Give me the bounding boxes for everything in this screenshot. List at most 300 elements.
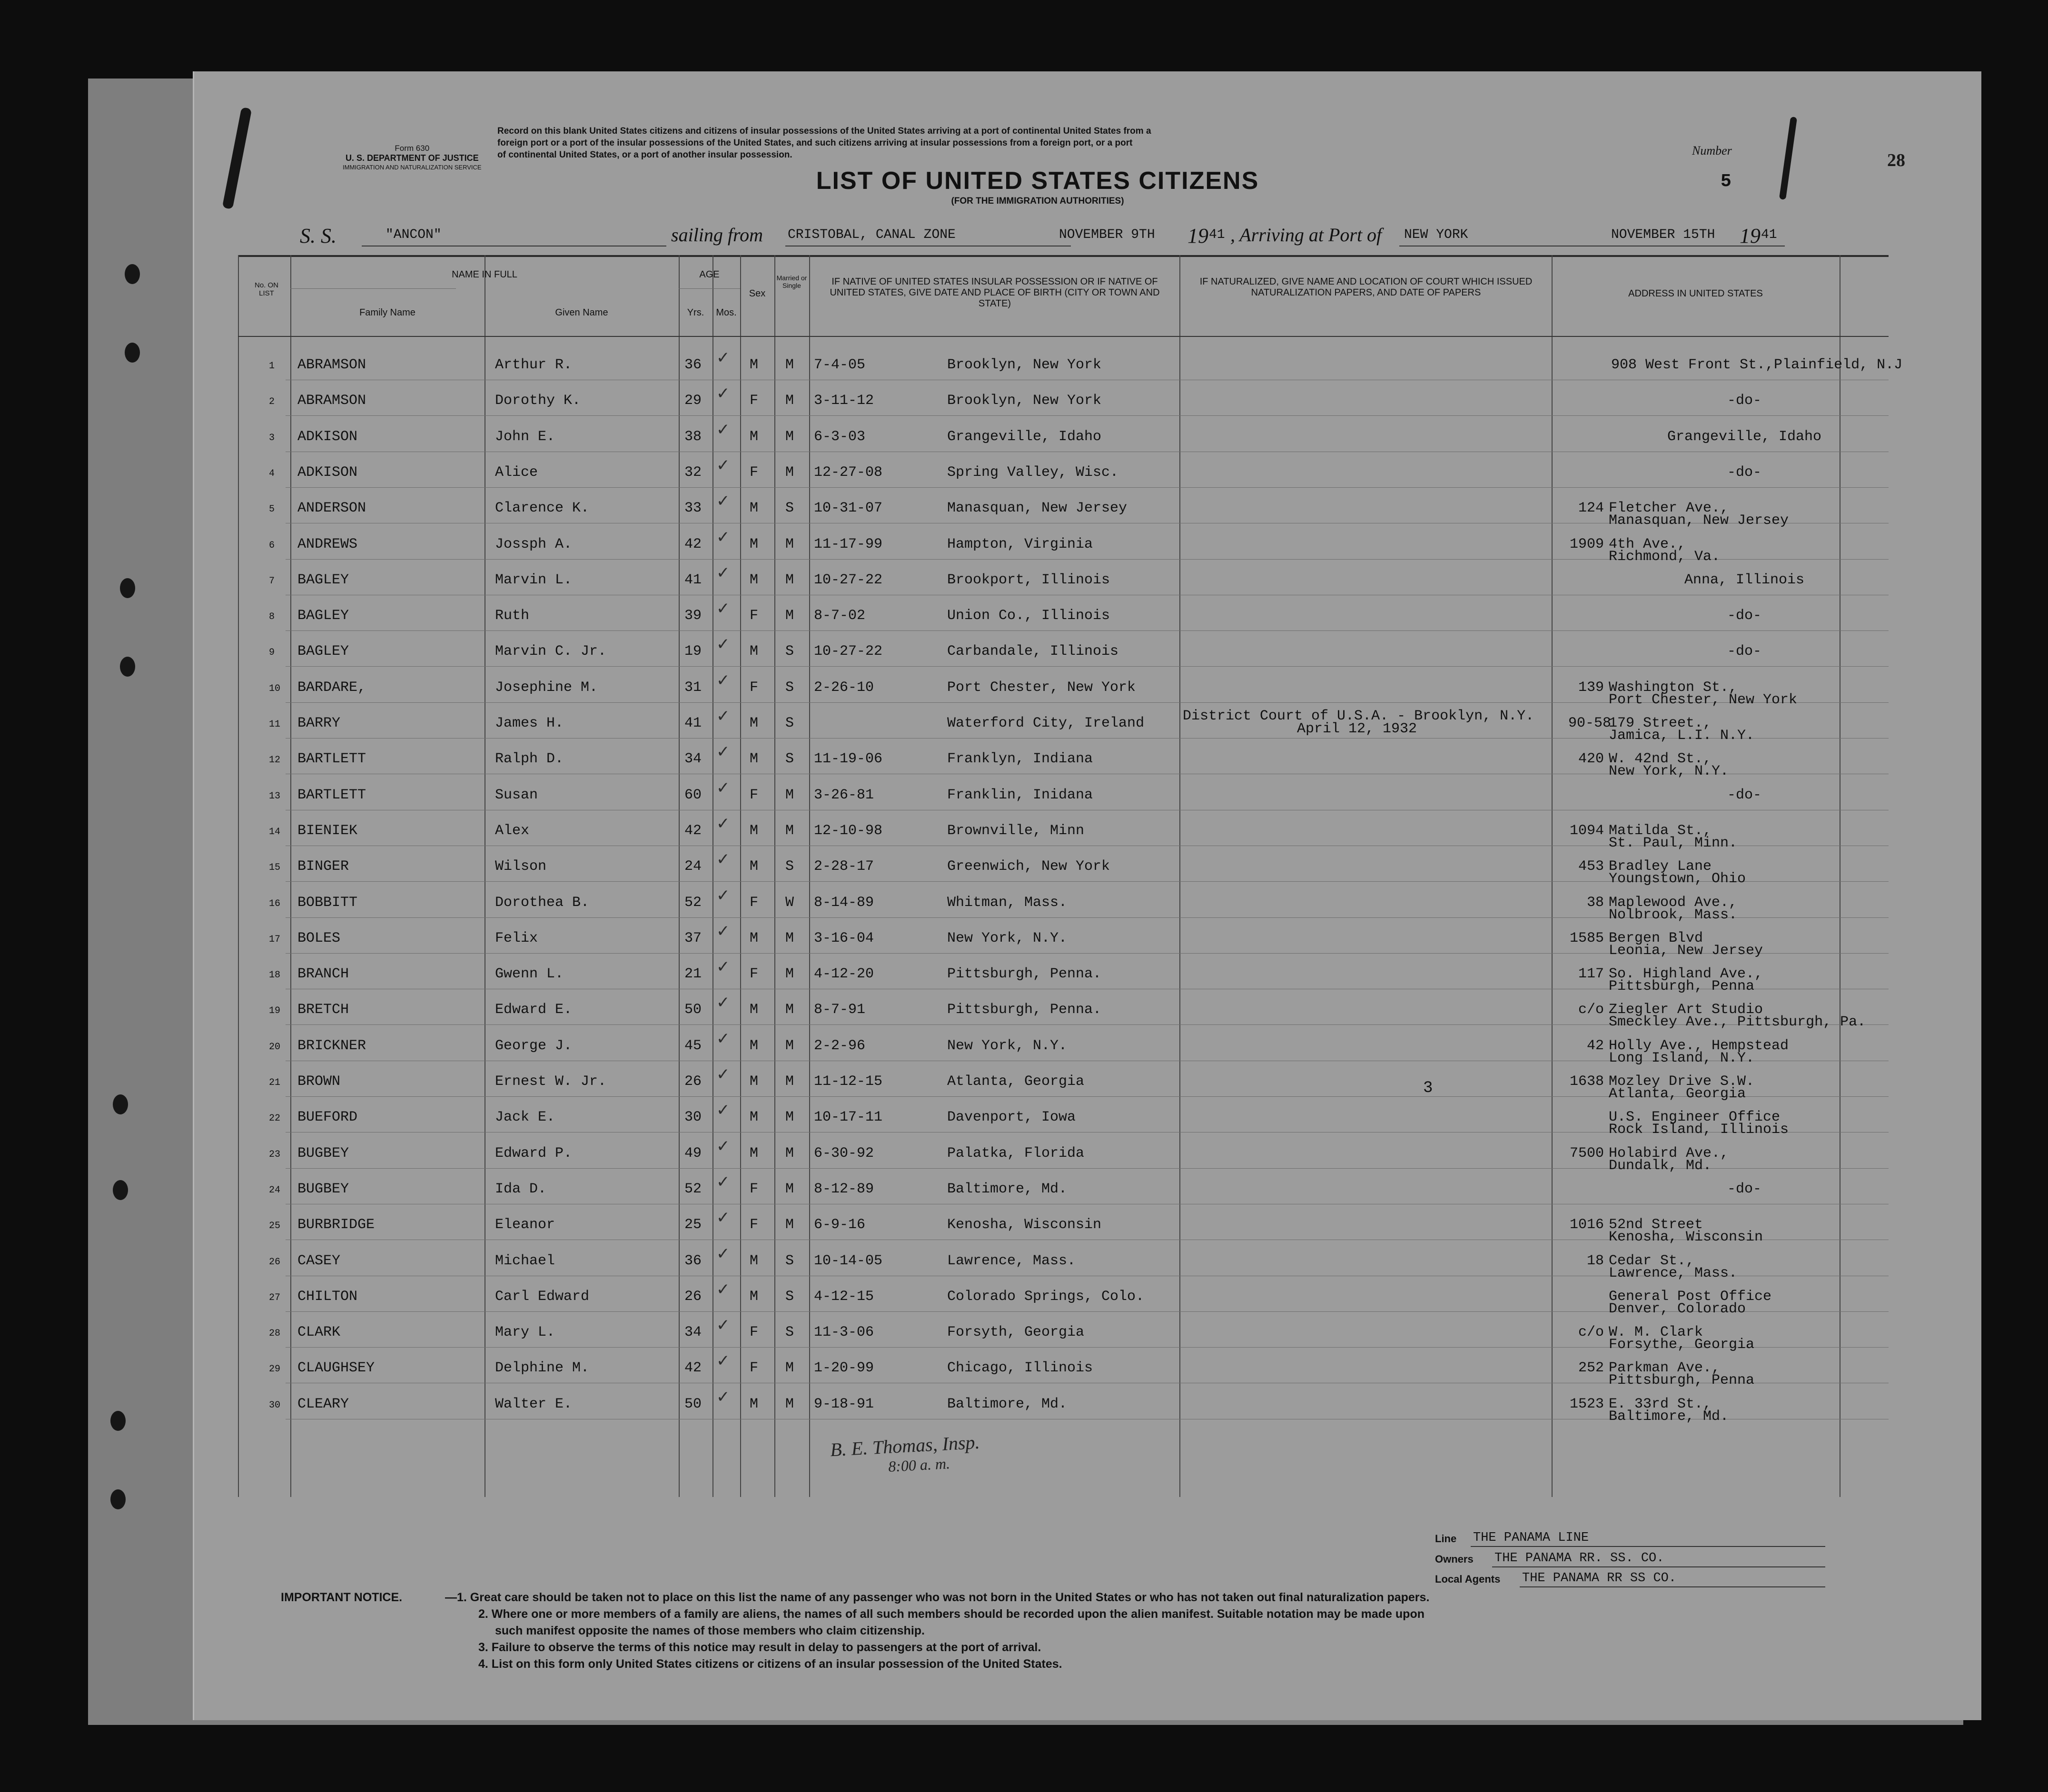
sex: M xyxy=(750,858,759,875)
header-sex: Sex xyxy=(749,288,766,299)
address-line-1: Ziegler Art Studio xyxy=(1609,1002,1763,1018)
check-mark-icon: ✓ xyxy=(716,1208,730,1227)
sex: M xyxy=(750,1002,759,1018)
family-name: BOLES xyxy=(297,930,341,946)
birth-place: New York, N.Y. xyxy=(947,930,1068,946)
check-mark-icon: ✓ xyxy=(716,456,730,475)
notice-item: —1. Great care should be taken not to place on this list the name of any passenger who was not born in the United States or who has not taken out final naturalization papers. xyxy=(445,1591,1430,1604)
line-label: Line xyxy=(1435,1533,1457,1545)
address-line-1: -do- xyxy=(1727,787,1761,803)
check-mark-icon: ✓ xyxy=(716,528,730,547)
binder-hole xyxy=(120,657,135,677)
marital-status: M xyxy=(785,966,794,982)
address-number: c/o xyxy=(1578,1324,1604,1340)
check-mark-icon: ✓ xyxy=(716,1172,730,1191)
given-name: Michael xyxy=(495,1253,555,1269)
check-mark-icon: ✓ xyxy=(716,1029,730,1048)
age-years: 42 xyxy=(684,1360,702,1376)
age-years: 60 xyxy=(684,787,702,803)
birth-place: Brookport, Illinois xyxy=(947,572,1110,588)
age-years: 41 xyxy=(684,715,702,731)
address-line-1: 179 Street., xyxy=(1609,715,1712,731)
record-line: foreign port or a port of the insular possessions of the United States, and such citizens arriving at insular possessions from a foreign port, or a port xyxy=(497,138,1133,148)
sex: F xyxy=(750,787,759,803)
naturalization-court: District Court of U.S.A. - Brooklyn, N.Y. xyxy=(1183,708,1534,724)
check-mark-icon: ✓ xyxy=(716,1351,730,1370)
marital-status: S xyxy=(785,751,794,767)
family-name: BARTLETT xyxy=(297,751,366,767)
given-name: Mary L. xyxy=(495,1324,555,1340)
row-number: 16 xyxy=(269,898,281,909)
birth-date: 3-26-81 xyxy=(814,787,874,803)
given-name: Josephine M. xyxy=(495,679,598,696)
sex: M xyxy=(750,1289,759,1305)
given-name: Ernest W. Jr. xyxy=(495,1073,607,1090)
marital-status: M xyxy=(785,429,794,445)
age-years: 26 xyxy=(684,1289,702,1305)
address-number: 117 xyxy=(1578,966,1604,982)
address-number: c/o xyxy=(1578,1002,1604,1018)
birth-date: 8-7-91 xyxy=(814,1002,866,1018)
birth-place: Franklin, Inidana xyxy=(947,787,1093,803)
address-line-1: -do- xyxy=(1727,393,1761,409)
birth-date: 10-27-22 xyxy=(814,572,883,588)
birth-place: Chicago, Illinois xyxy=(947,1360,1093,1376)
notice-item: 3. Failure to observe the terms of this notice may result in delay to passengers at the port of arrival. xyxy=(478,1641,1041,1654)
age-years: 45 xyxy=(684,1038,702,1054)
address-line-1: Bradley Lane xyxy=(1609,858,1712,875)
row-number: 27 xyxy=(269,1292,281,1303)
row-number: 11 xyxy=(269,719,281,730)
check-mark-icon: ✓ xyxy=(716,886,730,905)
check-mark-icon: ✓ xyxy=(716,599,730,618)
check-mark-icon: ✓ xyxy=(716,957,730,976)
header-birth: IF NATIVE OF UNITED STATES INSULAR POSSESSION OR IF NATIVE OF UNITED STATES, GIVE DATE AND PLACE OF BIRTH (CITY OR TOWN AND STATE) xyxy=(830,276,1160,309)
birth-place: Atlanta, Georgia xyxy=(947,1073,1085,1090)
row-number: 8 xyxy=(269,611,275,622)
sex: M xyxy=(750,1073,759,1090)
age-years: 33 xyxy=(684,500,702,516)
sex: F xyxy=(750,393,759,409)
birth-place: New York, N.Y. xyxy=(947,1038,1068,1054)
inspector-time: 8:00 a. m. xyxy=(888,1455,950,1475)
marital-status: M xyxy=(785,787,794,803)
row-number: 5 xyxy=(269,504,275,515)
address-line-1: Holly Ave., Hempstead xyxy=(1609,1038,1789,1054)
row-number: 3 xyxy=(269,433,275,443)
address-line-1: So. Highland Ave., xyxy=(1609,966,1763,982)
check-mark-icon: ✓ xyxy=(716,563,730,582)
address-line-1: Washington St., xyxy=(1609,679,1738,696)
family-name: CASEY xyxy=(297,1253,341,1269)
birth-date: 7-4-05 xyxy=(814,357,866,373)
form-id xyxy=(343,144,482,172)
birth-date: 12-10-98 xyxy=(814,823,883,839)
row-number: 6 xyxy=(269,540,275,551)
check-mark-icon: ✓ xyxy=(716,671,730,690)
birth-date: 1-20-99 xyxy=(814,1360,874,1376)
stamp-number: 28 xyxy=(1887,150,1905,170)
marital-status: S xyxy=(785,858,794,875)
address-line-1: Fletcher Ave., xyxy=(1609,500,1729,516)
marital-status: M xyxy=(785,393,794,409)
sex: F xyxy=(750,1217,759,1233)
given-name: Dorothea B. xyxy=(495,895,590,911)
number-label: Number xyxy=(1692,144,1732,158)
sex: M xyxy=(750,1145,759,1162)
birth-place: Palatka, Florida xyxy=(947,1145,1085,1162)
address-line-1: Parkman Ave., xyxy=(1609,1360,1721,1376)
age-years: 32 xyxy=(684,464,702,481)
sex: M xyxy=(750,715,759,731)
age-years: 36 xyxy=(684,1253,702,1269)
birth-place: Baltimore, Md. xyxy=(947,1181,1068,1197)
arrival-year-suffix: 41 xyxy=(1761,227,1777,242)
given-name: Wilson xyxy=(495,858,547,875)
birth-place: Manasquan, New Jersey xyxy=(947,500,1128,516)
inspector-name: B. E. Thomas, Insp. xyxy=(830,1431,980,1461)
given-name: Felix xyxy=(495,930,538,946)
address-line-1: -do- xyxy=(1727,464,1761,481)
given-name: George J. xyxy=(495,1038,573,1054)
given-name: Eleanor xyxy=(495,1217,555,1233)
birth-date: 8-12-89 xyxy=(814,1181,874,1197)
address-number: 1638 xyxy=(1569,1073,1604,1090)
voyage-line xyxy=(300,224,1823,250)
birth-date: 6-30-92 xyxy=(814,1145,874,1162)
family-name: ABRAMSON xyxy=(297,393,366,409)
row-number: 25 xyxy=(269,1221,281,1231)
marital-status: W xyxy=(785,895,794,911)
birth-date: 3-11-12 xyxy=(814,393,874,409)
family-name: BRICKNER xyxy=(297,1038,366,1054)
row-number: 22 xyxy=(269,1113,281,1124)
marital-status: M xyxy=(785,536,794,552)
footer-agents xyxy=(1435,1570,1825,1589)
address-line-1: -do- xyxy=(1727,1181,1761,1197)
address-number: 38 xyxy=(1586,895,1604,911)
birth-place: Franklyn, Indiana xyxy=(947,751,1093,767)
birth-place: Grangeville, Idaho xyxy=(947,429,1102,445)
owners-value: THE PANAMA RR. SS. CO. xyxy=(1494,1551,1664,1566)
given-name: Ralph D. xyxy=(495,751,564,767)
header-no: No. ON LIST xyxy=(254,281,278,297)
row-number: 14 xyxy=(269,827,281,837)
row-number: 9 xyxy=(269,647,275,658)
age-years: 52 xyxy=(684,895,702,911)
form-number: Form 630 xyxy=(395,144,430,153)
inspector-signature xyxy=(830,1431,981,1478)
marital-status: M xyxy=(785,1109,794,1125)
address-number: 1909 xyxy=(1569,536,1604,552)
footer-owners xyxy=(1435,1550,1825,1569)
address-number: 7500 xyxy=(1569,1145,1604,1162)
birth-place: Forsyth, Georgia xyxy=(947,1324,1085,1340)
sex: M xyxy=(750,500,759,516)
marital-status: S xyxy=(785,643,794,660)
birth-place: Pittsburgh, Penna. xyxy=(947,1002,1102,1018)
row-number: 29 xyxy=(269,1364,281,1375)
sex: M xyxy=(750,1109,759,1125)
address-number: 1585 xyxy=(1569,930,1604,946)
row-number: 23 xyxy=(269,1149,281,1160)
check-mark-icon: ✓ xyxy=(716,1065,730,1084)
address-line-2: St. Paul, Minn. xyxy=(1609,835,1738,851)
address-line-2: Smeckley Ave., Pittsburgh, Pa. xyxy=(1609,1014,1866,1030)
marital-status: M xyxy=(785,1396,794,1412)
birth-place: Lawrence, Mass. xyxy=(947,1253,1076,1269)
birth-place: Union Co., Illinois xyxy=(947,608,1110,624)
check-mark-icon: ✓ xyxy=(716,420,730,439)
row-number: 28 xyxy=(269,1328,281,1339)
birth-place: Greenwich, New York xyxy=(947,858,1110,875)
birth-date: 11-17-99 xyxy=(814,536,883,552)
sex: M xyxy=(750,643,759,660)
check-mark-icon: ✓ xyxy=(716,814,730,833)
address-line-2: Kenosha, Wisconsin xyxy=(1609,1229,1763,1245)
marital-status: M xyxy=(785,464,794,481)
address-line-2: Nolbrook, Mass. xyxy=(1609,907,1738,923)
record-note xyxy=(497,125,1592,161)
given-name: James H. xyxy=(495,715,564,731)
record-line: Record on this blank United States citizens and citizens of insular possessions of the United States arriving at a port of continental United States from a xyxy=(497,126,1151,136)
row-number: 21 xyxy=(269,1077,281,1088)
departure-year-suffix: 41 xyxy=(1209,227,1225,242)
age-years: 21 xyxy=(684,966,702,982)
address-number: 18 xyxy=(1586,1253,1604,1269)
check-mark-icon: ✓ xyxy=(716,384,730,403)
birth-date: 2-26-10 xyxy=(814,679,874,696)
age-years: 31 xyxy=(684,679,702,696)
family-name: BROWN xyxy=(297,1073,341,1090)
sex: M xyxy=(750,1396,759,1412)
address-line-2: Rock Island, Illinois xyxy=(1609,1122,1789,1138)
notice-item: 2. Where one or more members of a family are aliens, the names of all such members should be recorded upon the alien manifest. Suitable notation may be made upon xyxy=(478,1607,1425,1621)
marital-status: S xyxy=(785,1253,794,1269)
address-line-1: Holabird Ave., xyxy=(1609,1145,1729,1162)
family-name: BRANCH xyxy=(297,966,349,982)
birth-date: 10-31-07 xyxy=(814,500,883,516)
age-years: 34 xyxy=(684,751,702,767)
age-years: 41 xyxy=(684,572,702,588)
birth-place: Carbandale, Illinois xyxy=(947,643,1119,660)
birth-place: Baltimore, Md. xyxy=(947,1396,1068,1412)
address-line-1: 908 West Front St.,Plainfield, N.J xyxy=(1611,357,1903,373)
binder-hole xyxy=(110,1489,126,1509)
check-mark-icon: ✓ xyxy=(716,1137,730,1156)
header-mos: Mos. xyxy=(716,307,737,318)
sex: M xyxy=(750,572,759,588)
binder-hole xyxy=(125,343,140,363)
age-years: 34 xyxy=(684,1324,702,1340)
birth-place: Davenport, Iowa xyxy=(947,1109,1076,1125)
given-name: Jack E. xyxy=(495,1109,555,1125)
birth-place: Whitman, Mass. xyxy=(947,895,1068,911)
sex: M xyxy=(750,751,759,767)
given-name: Gwenn L. xyxy=(495,966,564,982)
header-naturalized: IF NATURALIZED, GIVE NAME AND LOCATION OF COURT WHICH ISSUED NATURALIZATION PAPERS, AND DATE OF PAPERS xyxy=(1199,276,1533,298)
birth-place: Spring Valley, Wisc. xyxy=(947,464,1119,481)
address-number: 1523 xyxy=(1569,1396,1604,1412)
sex: F xyxy=(750,1324,759,1340)
sex: F xyxy=(750,895,759,911)
age-years: 50 xyxy=(684,1396,702,1412)
marital-status: S xyxy=(785,500,794,516)
check-mark-icon: ✓ xyxy=(716,635,730,654)
given-name: Arthur R. xyxy=(495,357,573,373)
age-years: 37 xyxy=(684,930,702,946)
row-number: 24 xyxy=(269,1185,281,1196)
address-number: 1094 xyxy=(1569,823,1604,839)
sailing-from: CRISTOBAL, CANAL ZONE xyxy=(788,227,956,242)
sex: F xyxy=(750,1181,759,1197)
sex: M xyxy=(750,1038,759,1054)
address-line-1: 4th Ave., xyxy=(1609,536,1686,552)
family-name: BIENIEK xyxy=(297,823,358,839)
marital-status: M xyxy=(785,1360,794,1376)
address-line-2: Atlanta, Georgia xyxy=(1609,1086,1746,1102)
row-number: 20 xyxy=(269,1042,281,1053)
family-name: CLAUGHSEY xyxy=(297,1360,375,1376)
address-number: 252 xyxy=(1578,1360,1604,1376)
binder-hole xyxy=(120,578,135,598)
row-number: 19 xyxy=(269,1005,281,1016)
given-name: Edward E. xyxy=(495,1002,573,1018)
given-name: Clarence K. xyxy=(495,500,590,516)
sex: F xyxy=(750,1360,759,1376)
birth-date: 8-14-89 xyxy=(814,895,874,911)
sex: M xyxy=(750,823,759,839)
row-number: 18 xyxy=(269,970,281,981)
birth-date: 4-12-20 xyxy=(814,966,874,982)
family-name: BARTLETT xyxy=(297,787,366,803)
given-name: Alice xyxy=(495,464,538,481)
birth-date: 4-12-15 xyxy=(814,1289,874,1305)
sex: M xyxy=(750,930,759,946)
birth-date: 6-3-03 xyxy=(814,429,866,445)
age-years: 24 xyxy=(684,858,702,875)
address-line-2: Youngstown, Ohio xyxy=(1609,871,1746,887)
address-number: 42 xyxy=(1586,1038,1604,1054)
birth-date: 11-19-06 xyxy=(814,751,883,767)
family-name: BARRY xyxy=(297,715,341,731)
sex: M xyxy=(750,1253,759,1269)
marital-status: M xyxy=(785,1145,794,1162)
sailing-label: sailing from xyxy=(671,224,763,246)
family-name: ADKISON xyxy=(297,429,358,445)
birth-date: 10-14-05 xyxy=(814,1253,883,1269)
arrival-date: NOVEMBER 15TH xyxy=(1611,227,1715,242)
family-name: BRETCH xyxy=(297,1002,349,1018)
birth-place: Pittsburgh, Penna. xyxy=(947,966,1102,982)
header-address: ADDRESS IN UNITED STATES xyxy=(1628,288,1763,299)
sex: F xyxy=(750,966,759,982)
address-line-1: Matilda St., xyxy=(1609,823,1712,839)
given-name: Ruth xyxy=(495,608,530,624)
address-line-1: Bergen Blvd xyxy=(1609,930,1703,946)
address-line-1: -do- xyxy=(1727,608,1761,624)
age-years: 30 xyxy=(684,1109,702,1125)
address-line-2: Manasquan, New Jersey xyxy=(1609,512,1789,529)
check-mark-icon: ✓ xyxy=(716,1244,730,1263)
row-number: 30 xyxy=(269,1400,281,1411)
birth-place: Brooklyn, New York xyxy=(947,393,1102,409)
departure-year-prefix: 19 xyxy=(1187,224,1208,247)
birth-date: 12-27-08 xyxy=(814,464,883,481)
record-line: of continental United States, or a port of another insular possession. xyxy=(497,150,792,160)
form-service: IMMIGRATION AND NATURALIZATION SERVICE xyxy=(343,164,482,171)
arrival-port: NEW YORK xyxy=(1404,227,1468,242)
center-mark: 3 xyxy=(1423,1079,1433,1097)
footer-line xyxy=(1435,1530,1825,1549)
address-line-2: Leonia, New Jersey xyxy=(1609,943,1763,959)
given-name: Dorothy K. xyxy=(495,393,581,409)
check-mark-icon: ✓ xyxy=(716,742,730,761)
birth-date: 3-16-04 xyxy=(814,930,874,946)
address-line-1: 52nd Street xyxy=(1609,1217,1703,1233)
age-years: 19 xyxy=(684,643,702,660)
agents-label: Local Agents xyxy=(1435,1573,1501,1585)
marital-status: M xyxy=(785,357,794,373)
check-mark-icon: ✓ xyxy=(716,993,730,1012)
age-years: 42 xyxy=(684,823,702,839)
header-age: AGE xyxy=(699,269,720,280)
birth-date: 8-7-02 xyxy=(814,608,866,624)
check-mark-icon: ✓ xyxy=(716,1280,730,1299)
birth-date: 9-18-91 xyxy=(814,1396,874,1412)
birth-place: Hampton, Virginia xyxy=(947,536,1093,552)
ss-label: S. S. xyxy=(300,224,336,247)
birth-place: Kenosha, Wisconsin xyxy=(947,1217,1102,1233)
given-name: Edward P. xyxy=(495,1145,573,1162)
age-years: 36 xyxy=(684,357,702,373)
age-years: 38 xyxy=(684,429,702,445)
sex: F xyxy=(750,608,759,624)
binder-hole xyxy=(125,264,140,284)
notice-item: such manifest opposite the names of those members who claim citizenship. xyxy=(495,1624,925,1637)
age-years: 42 xyxy=(684,536,702,552)
family-name: BAGLEY xyxy=(297,608,349,624)
row-number: 15 xyxy=(269,862,281,873)
row-number: 12 xyxy=(269,755,281,766)
address-line-1: Maplewood Ave., xyxy=(1609,895,1738,911)
age-years: 25 xyxy=(684,1217,702,1233)
header-family: Family Name xyxy=(359,307,416,318)
address-line-2: Forsythe, Georgia xyxy=(1609,1337,1755,1353)
row-number: 4 xyxy=(269,468,275,479)
address-line-1: Grangeville, Idaho xyxy=(1667,429,1822,445)
address-line-2: Denver, Colorado xyxy=(1609,1301,1746,1317)
given-name: Walter E. xyxy=(495,1396,573,1412)
sex: M xyxy=(750,536,759,552)
address-line-1: W. 42nd St., xyxy=(1609,751,1712,767)
marital-status: M xyxy=(785,823,794,839)
family-name: BAGLEY xyxy=(297,572,349,588)
address-number: 453 xyxy=(1578,858,1604,875)
row-number: 10 xyxy=(269,683,281,694)
line-value: THE PANAMA LINE xyxy=(1473,1531,1589,1545)
age-years: 49 xyxy=(684,1145,702,1162)
number-value: 5 xyxy=(1721,171,1731,192)
notice-heading: IMPORTANT NOTICE. xyxy=(281,1591,403,1604)
birth-date: 11-12-15 xyxy=(814,1073,883,1090)
row-number: 2 xyxy=(269,396,275,407)
header-name: NAME IN FULL xyxy=(452,269,517,280)
address-number: 124 xyxy=(1578,500,1604,516)
naturalization-date: April 12, 1932 xyxy=(1297,721,1417,737)
row-number: 17 xyxy=(269,934,281,945)
address-line-2: New York, N.Y. xyxy=(1609,763,1729,779)
